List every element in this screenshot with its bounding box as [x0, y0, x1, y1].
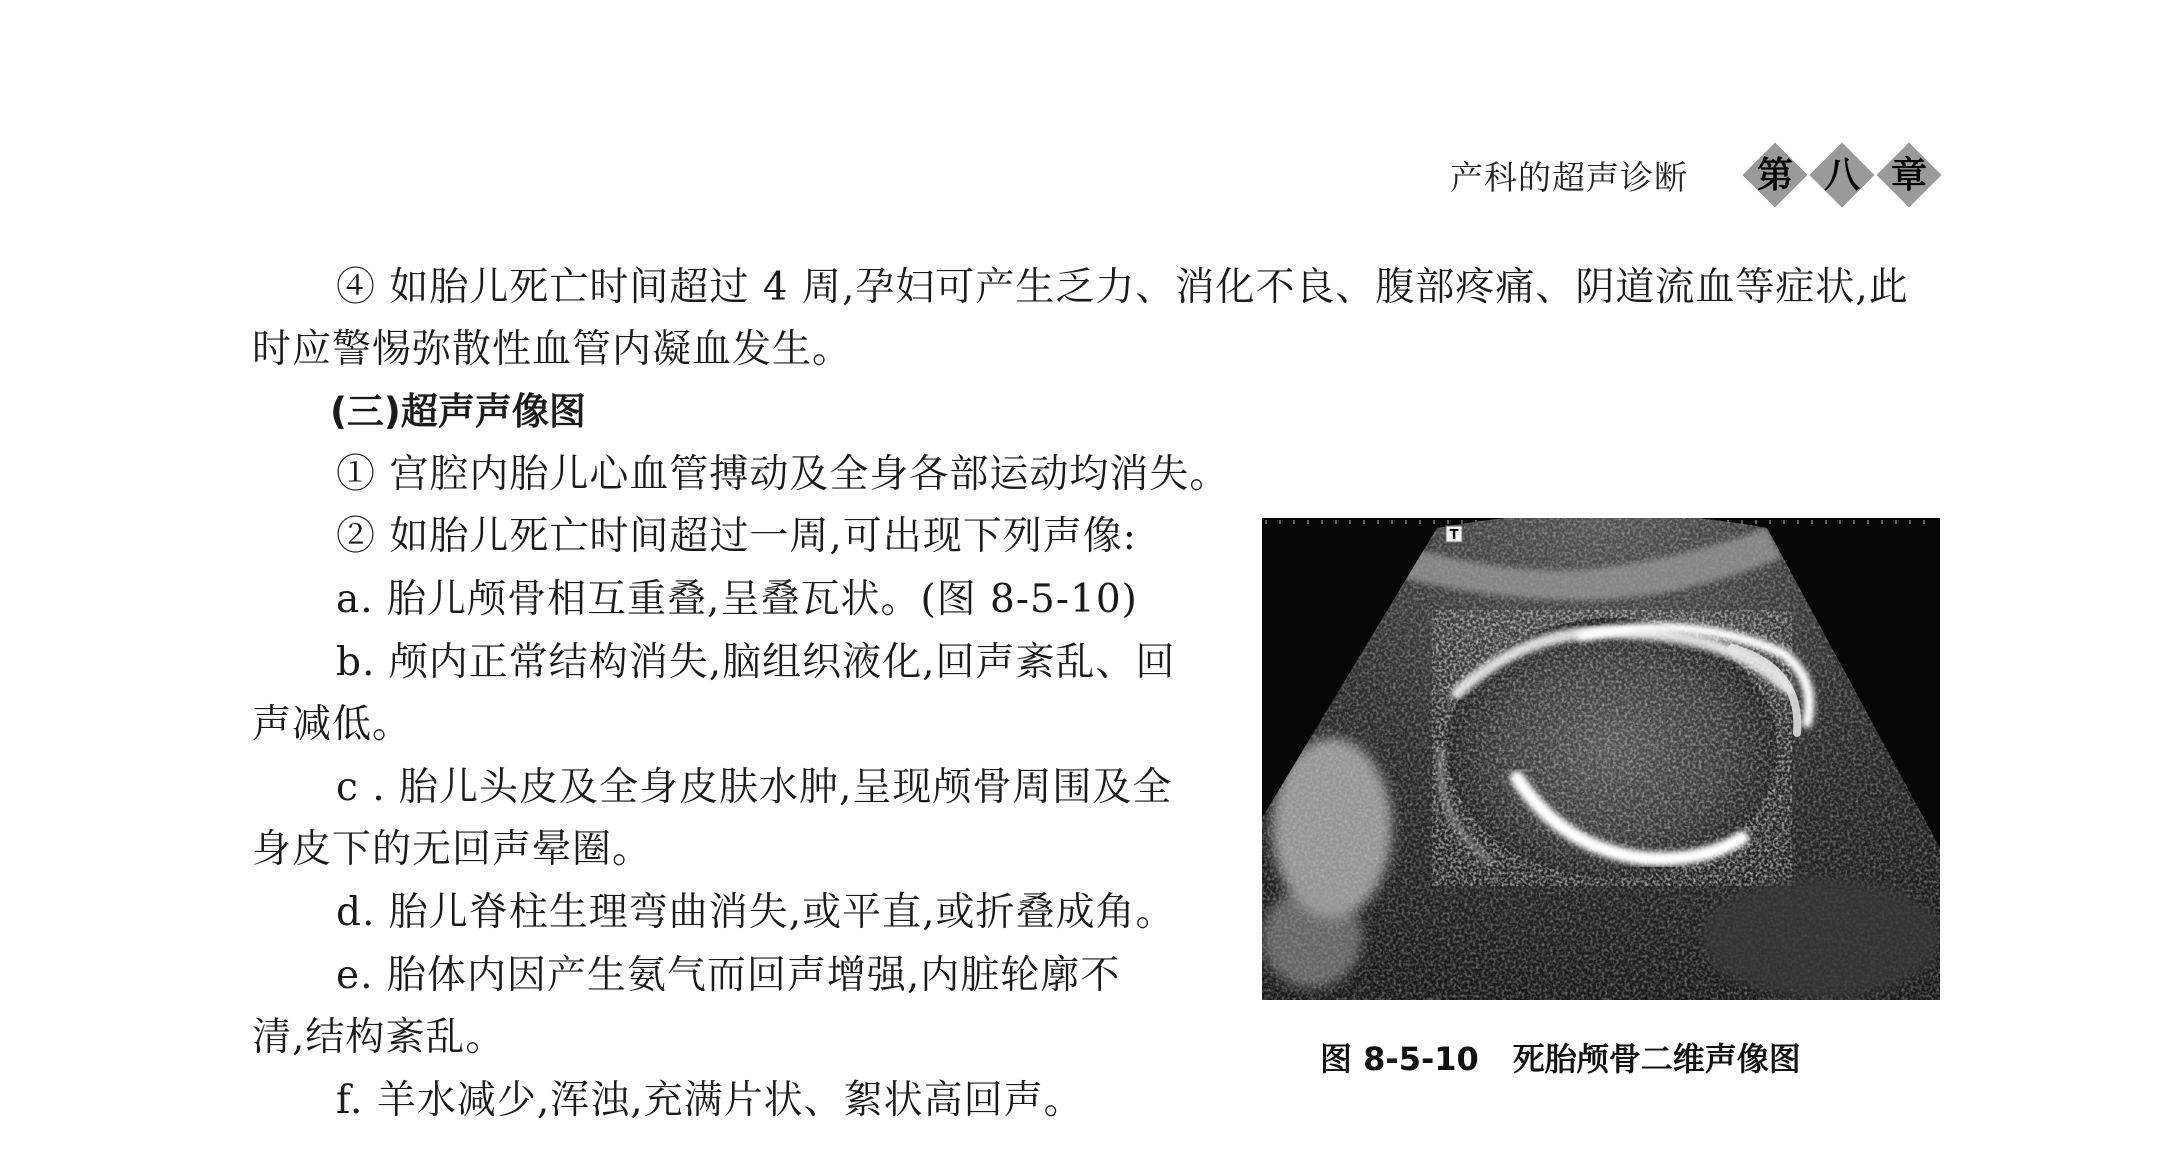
list-item-line: b. 颅内正常结构消失,脑组织液化,回声紊乱、回 [336, 640, 1176, 685]
list-item-line: d. 胎儿脊柱生理弯曲消失,或平直,或折叠成角。 [336, 890, 1176, 935]
ultrasound-image [1262, 518, 1940, 1000]
chapter-diamond [1742, 142, 1808, 208]
list-item-line: 清,结构紊乱。 [252, 1015, 506, 1060]
list-item-line: f. 羊水减少,浑浊,充满片状、絮状高回声。 [336, 1078, 1084, 1123]
list-item-line: c . 胎儿头皮及全身皮肤水肿,呈现颅骨周围及全 [336, 765, 1173, 810]
figure-caption [1320, 1034, 1801, 1080]
orientation-marker-label: T [1449, 528, 1459, 543]
paragraph-line: ④ 如胎儿死亡时间超过 4 周,孕妇可产生乏力、消化不良、腹部疼痛、阴道流血等症状,此 [336, 265, 1909, 310]
section-heading: (三)超声声像图 [330, 390, 586, 433]
chapter-char: 章 [1890, 154, 1927, 196]
ultrasound-scan-svg [1262, 518, 1940, 1000]
chapter-mark [1742, 142, 1942, 208]
chapter-diamond [1809, 142, 1875, 208]
list-item-line: 声减低。 [252, 702, 413, 747]
paragraph-line: ② 如胎儿死亡时间超过一周,可出现下列声像: [336, 514, 1137, 559]
paragraph-line: ① 宫腔内胎儿心血管搏动及全身各部运动均消失。 [336, 452, 1230, 497]
running-header-title: 产科的超声诊断 [1450, 158, 1688, 197]
chapter-char: 八 [1823, 154, 1860, 196]
list-item-line: e. 胎体内因产生氨气而回声增强,内脏轮廓不 [336, 953, 1121, 998]
figure-caption-number: 图 8-5-10 [1320, 1040, 1479, 1078]
figure-caption-text: 死胎颅骨二维声像图 [1512, 1040, 1801, 1078]
list-item-line: a. 胎儿颅骨相互重叠,呈叠瓦状。(图 8-5-10) [336, 577, 1138, 622]
chapter-diamond [1876, 142, 1942, 208]
list-item-line: 身皮下的无回声晕圈。 [252, 827, 653, 872]
chapter-char: 第 [1756, 154, 1793, 196]
paragraph-line: 时应警惕弥散性血管内凝血发生。 [252, 327, 853, 372]
